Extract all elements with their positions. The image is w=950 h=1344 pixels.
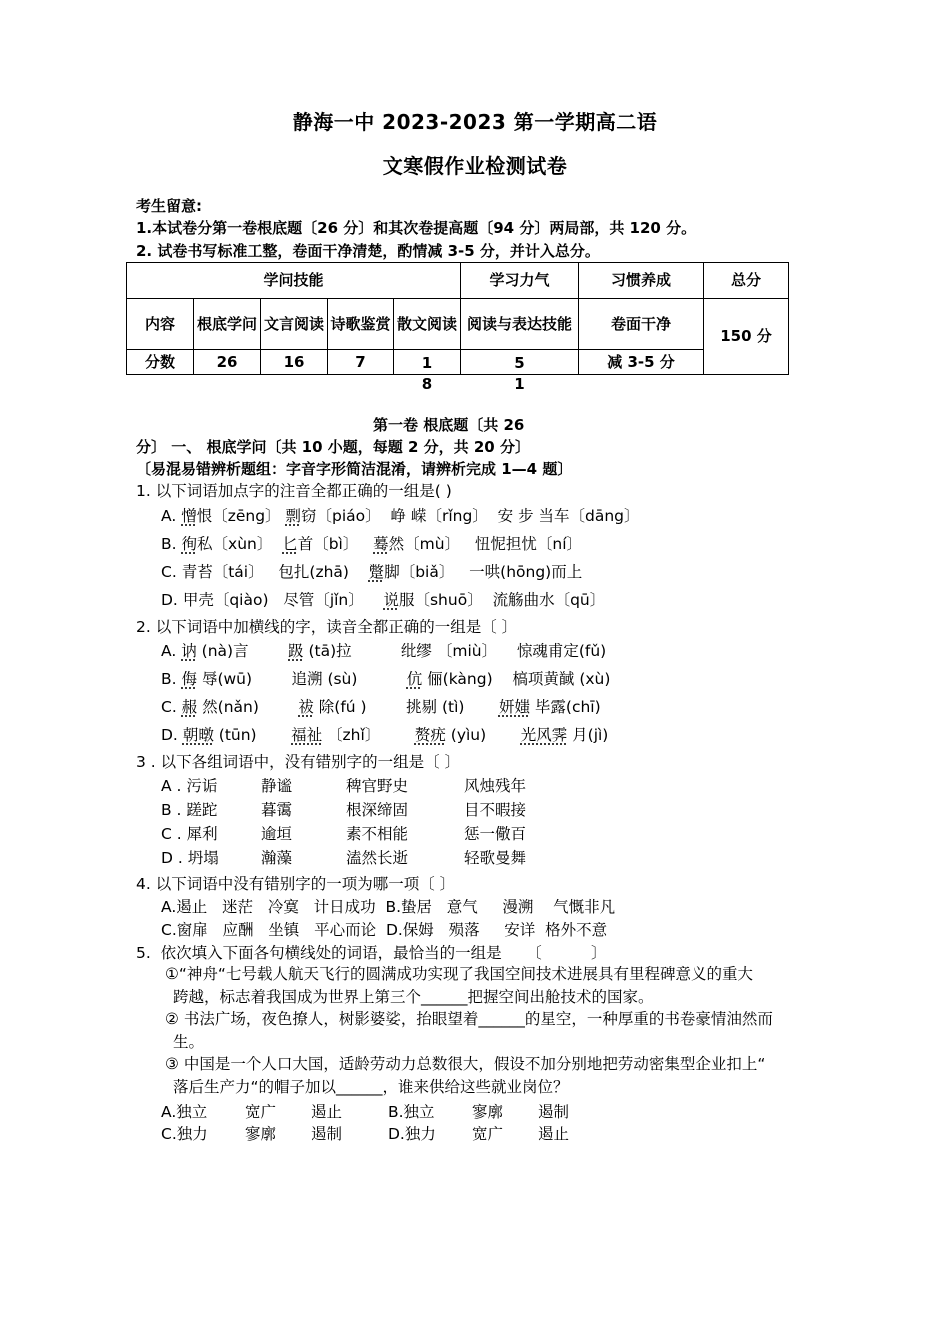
dotted-char: 妍媸 bbox=[498, 698, 530, 716]
content-reading-expression: 阅读与表达技能 bbox=[461, 299, 579, 350]
score-basic: 26 bbox=[194, 350, 261, 375]
header-habit: 习惯养成 bbox=[579, 263, 704, 299]
option-text: 首〔bì〕 bbox=[297, 535, 359, 553]
header-learning-ability: 学习力气 bbox=[461, 263, 579, 299]
option-text: 稗官野史 bbox=[346, 777, 409, 795]
page-title-line2: 文寒假作业检测试卷 bbox=[382, 154, 568, 178]
q5-options-row-1 bbox=[161, 1100, 569, 1122]
option-text: 纰缪 bbox=[400, 642, 432, 660]
option-text: 服〔shuō〕 bbox=[398, 591, 483, 609]
option-letter: D. bbox=[161, 591, 178, 609]
score-prose-digit-2: 8 bbox=[421, 375, 433, 393]
option-text: 素不相能 bbox=[346, 825, 409, 843]
score-neatness: 减 3-5 分 bbox=[579, 350, 704, 375]
option-text: 瀚藻 bbox=[261, 849, 293, 867]
section-subtitle: 分〕 一、 根底学问〔共 10 小题，每题 2 分，共 20 分〕 bbox=[136, 438, 530, 456]
score-classical: 16 bbox=[261, 350, 328, 375]
option-text: D.独力 bbox=[388, 1125, 436, 1143]
option-text: 〔zhǐ〕 bbox=[327, 726, 381, 744]
q3-option-c bbox=[161, 822, 526, 844]
option-text: 惩一儆百 bbox=[464, 825, 527, 843]
option-text: 惊魂甫 bbox=[516, 642, 564, 660]
option-text: 辱(wū) bbox=[201, 670, 253, 688]
score-prose bbox=[394, 350, 461, 393]
option-text: (tā)拉 bbox=[308, 642, 352, 660]
q5-options-row-2 bbox=[161, 1122, 569, 1144]
q5-sentence-1 bbox=[165, 963, 815, 1009]
option-text: 宽广 bbox=[472, 1125, 504, 1143]
option-text: 青苔 bbox=[181, 563, 213, 581]
score-table bbox=[126, 262, 789, 393]
question-3-stem: 3 . 以下各组词语中，没有错别字的一组是〔 〕 bbox=[136, 753, 461, 771]
content-neatness: 卷面干净 bbox=[579, 299, 704, 350]
option-letter: B. bbox=[161, 670, 177, 688]
option-text: 风烛残年 bbox=[464, 777, 527, 795]
option-text: 毕露(chī) bbox=[534, 698, 601, 716]
option-text: (yìu) bbox=[450, 726, 487, 744]
content-prose: 散文阅读 bbox=[394, 299, 461, 350]
notice-line-2: 2. 试卷书写标准工整，卷面干净清楚，酌情减 3-5 分，并计入总分。 bbox=[136, 242, 600, 260]
q4-options-line-1: A.遏止 迷茫 冷寞 计日成功 B.蛰居 意气 漫溯 气慨非凡 bbox=[161, 898, 616, 916]
sentence-text: ② 书法广场，夜色撩人，树影婆娑，抬眼望着______的星空，一种厚重的书卷豪情油然而 bbox=[165, 1010, 773, 1028]
option-text: 除(fú ) bbox=[318, 698, 367, 716]
option-text: A . 污诟 bbox=[161, 777, 218, 795]
content-classical-reading: 文言阅读 bbox=[261, 299, 328, 350]
score-prose-digit-1: 1 bbox=[421, 354, 433, 372]
option-text: (tūn) bbox=[218, 726, 257, 744]
option-text: (hōng)而上 bbox=[500, 563, 583, 581]
q2-option-a bbox=[161, 639, 606, 661]
option-text: 恨〔zēng〕 bbox=[196, 507, 281, 525]
dotted-char: 光风霁 bbox=[520, 726, 568, 744]
score-reading-digit-2: 1 bbox=[514, 375, 525, 393]
page-title-line1: 静海一中 2023-2023 第一学期高二语 bbox=[292, 110, 658, 134]
option-text: B . 蹉跎 bbox=[161, 801, 218, 819]
option-text: 宽广 bbox=[245, 1103, 277, 1121]
option-text: 忸怩 bbox=[474, 535, 506, 553]
option-text: C . 犀利 bbox=[161, 825, 218, 843]
q4-options-line-2: C.窗扉 应酬 坐镇 平心而论 D.保姆 殒落 安详 格外不意 bbox=[161, 921, 608, 939]
option-text: 静谧 bbox=[261, 777, 293, 795]
option-text: (xù) bbox=[579, 670, 611, 688]
option-letter: A. bbox=[161, 507, 177, 525]
option-text: 〔tái〕 bbox=[212, 563, 264, 581]
option-text: 月(jì) bbox=[572, 726, 609, 744]
option-letter: D. bbox=[161, 726, 178, 744]
dotted-char: 蓦 bbox=[373, 535, 389, 553]
notice-heading: 考生留意: bbox=[136, 197, 202, 215]
header-total: 总分 bbox=[704, 263, 789, 299]
question-4-stem: 4. 以下词语中没有错别字的一项为哪一项〔 〕 bbox=[136, 875, 456, 893]
option-text: 流觞曲 bbox=[492, 591, 540, 609]
q2-option-c bbox=[161, 695, 601, 717]
section-title: 第一卷 根底题〔共 26 bbox=[373, 416, 525, 434]
score-poetry: 7 bbox=[328, 350, 394, 375]
option-text: 定(fǔ) bbox=[563, 642, 607, 660]
option-text: 〔rǐng〕 bbox=[426, 507, 488, 525]
content-basic-knowledge: 根底学问 bbox=[194, 299, 261, 350]
q1-option-c bbox=[161, 560, 582, 582]
option-text: 然〔mù〕 bbox=[388, 535, 461, 553]
option-text: 暮霭 bbox=[261, 801, 293, 819]
option-text: 俪(kàng) bbox=[427, 670, 493, 688]
dotted-char: 祓 bbox=[298, 698, 314, 716]
option-text: 一哄 bbox=[469, 563, 501, 581]
question-2-stem: 2. 以下词语中加横线的字，读音全都正确的一组是〔 〕 bbox=[136, 618, 518, 636]
q1-option-d bbox=[161, 588, 605, 610]
dotted-char: 赧 bbox=[181, 698, 198, 716]
option-text: 私〔xùn〕 bbox=[197, 535, 273, 553]
option-text: 尽管 bbox=[283, 591, 315, 609]
dotted-char: 剽 bbox=[285, 507, 302, 525]
dotted-char: 蹩 bbox=[368, 563, 385, 581]
option-text: 遏止 bbox=[311, 1103, 343, 1121]
q3-option-d bbox=[161, 846, 526, 868]
content-poetry: 诗歌鉴赏 bbox=[328, 299, 394, 350]
option-text: 〔jǐn〕 bbox=[314, 591, 364, 609]
option-text: 挑剔 bbox=[406, 698, 438, 716]
dotted-char: 趿 bbox=[288, 642, 304, 660]
score-reading bbox=[461, 350, 579, 393]
option-text: 车〔dāng〕 bbox=[554, 507, 640, 525]
section-instruction: 〔易混易错辨析题组：字音字形简洁混淆，请辨析完成 1—4 题〕 bbox=[136, 460, 573, 478]
option-letter: C. bbox=[161, 698, 177, 716]
q3-option-b bbox=[161, 798, 526, 820]
question-5-stem: 5. 依次填入下面各句横线处的词语，最恰当的一组是 〔 〕 bbox=[136, 944, 607, 962]
dotted-char: 匕 bbox=[282, 535, 298, 553]
dotted-char: 讷 bbox=[181, 642, 197, 660]
option-text: 〔miù〕 bbox=[436, 642, 498, 660]
sentence-text: 生。 bbox=[173, 1033, 205, 1051]
dotted-char: 说 bbox=[383, 591, 399, 609]
option-text: 寥廓 bbox=[245, 1125, 277, 1143]
dotted-char: 憎 bbox=[181, 507, 197, 525]
q3-option-a bbox=[161, 774, 526, 796]
q1-option-a bbox=[161, 504, 640, 526]
option-text: 遏制 bbox=[538, 1103, 570, 1121]
option-text: 遏制 bbox=[311, 1125, 343, 1143]
option-text: 包扎 bbox=[278, 563, 310, 581]
header-knowledge-skills: 学问技能 bbox=[127, 263, 461, 299]
option-letter: A. bbox=[161, 642, 177, 660]
option-letter: C. bbox=[161, 563, 177, 581]
option-text: (sù) bbox=[327, 670, 358, 688]
option-text: 目不暇接 bbox=[464, 801, 527, 819]
option-text: A.独立 bbox=[161, 1103, 208, 1121]
sentence-text: 落后生产力“的帽子加以______，谁来供给这些就业岗位？ bbox=[173, 1078, 569, 1096]
option-text: D . 坍塌 bbox=[161, 849, 219, 867]
option-text: (nà)言 bbox=[201, 642, 249, 660]
option-text: (tì) bbox=[441, 698, 465, 716]
option-text: 甲壳 bbox=[182, 591, 214, 609]
total-score-value: 150 分 bbox=[704, 299, 789, 375]
option-text: 峥 嵘 bbox=[390, 507, 427, 525]
dotted-char: 赘疣 bbox=[414, 726, 446, 744]
dotted-char: 伉 bbox=[406, 670, 423, 688]
sentence-text: ③ 中国是一个人口大国，适龄劳动力总数很大，假设不加分别地把劳动密集型企业扣上“ bbox=[165, 1055, 766, 1073]
notice-line-1: 1.本试卷分第一卷根底题〔26 分〕和其次卷提高题〔94 分〕两局部，共 120 分。 bbox=[136, 219, 697, 237]
option-text: 根深缔固 bbox=[346, 801, 409, 819]
sentence-text: 跨越，标志着我国成为世界上第三个______把握空间出舱技术的国家。 bbox=[173, 988, 654, 1006]
dotted-char: 朝暾 bbox=[182, 726, 214, 744]
score-reading-digit-1: 5 bbox=[514, 354, 525, 372]
option-letter: B. bbox=[161, 535, 177, 553]
dotted-char: 徇 bbox=[181, 535, 198, 553]
score-label: 分数 bbox=[127, 350, 194, 375]
dotted-char: 侮 bbox=[181, 670, 198, 688]
option-text: 窃〔piáo〕 bbox=[301, 507, 381, 525]
option-text: B.独立 bbox=[388, 1103, 435, 1121]
question-1-stem: 1. 以下词语加点字的注音全都正确的一组是( ) bbox=[136, 482, 452, 500]
option-text: 轻歌曼舞 bbox=[464, 849, 527, 867]
option-text: 槁项黄馘 bbox=[512, 670, 575, 688]
dotted-char: 福祉 bbox=[291, 726, 323, 744]
option-text: 然(nǎn) bbox=[202, 698, 259, 716]
option-text: 寥廓 bbox=[472, 1103, 504, 1121]
option-text: 追溯 bbox=[291, 670, 323, 688]
q2-option-b bbox=[161, 667, 610, 689]
q5-sentence-2 bbox=[165, 1008, 815, 1054]
option-text: 担忧〔ní〕 bbox=[505, 535, 583, 553]
option-text: 安 步 当 bbox=[497, 507, 555, 525]
option-text: 脚〔biǎ〕 bbox=[384, 563, 455, 581]
option-text: 〔qiào) bbox=[213, 591, 269, 609]
option-text: C.独力 bbox=[161, 1125, 208, 1143]
option-text: 水〔qū〕 bbox=[539, 591, 606, 609]
q2-option-d bbox=[161, 723, 608, 745]
content-label: 内容 bbox=[127, 299, 194, 350]
q1-option-b bbox=[161, 532, 582, 554]
option-text: 遏止 bbox=[538, 1125, 570, 1143]
option-text: 溘然长逝 bbox=[346, 849, 409, 867]
q5-sentence-3 bbox=[165, 1053, 815, 1099]
sentence-text: ①“神舟“七号载人航天飞行的圆满成功实现了我国空间技术进展具有里程碑意义的重大 bbox=[165, 965, 753, 983]
option-text: 逾垣 bbox=[261, 825, 293, 843]
option-text: (zhā) bbox=[309, 563, 349, 581]
